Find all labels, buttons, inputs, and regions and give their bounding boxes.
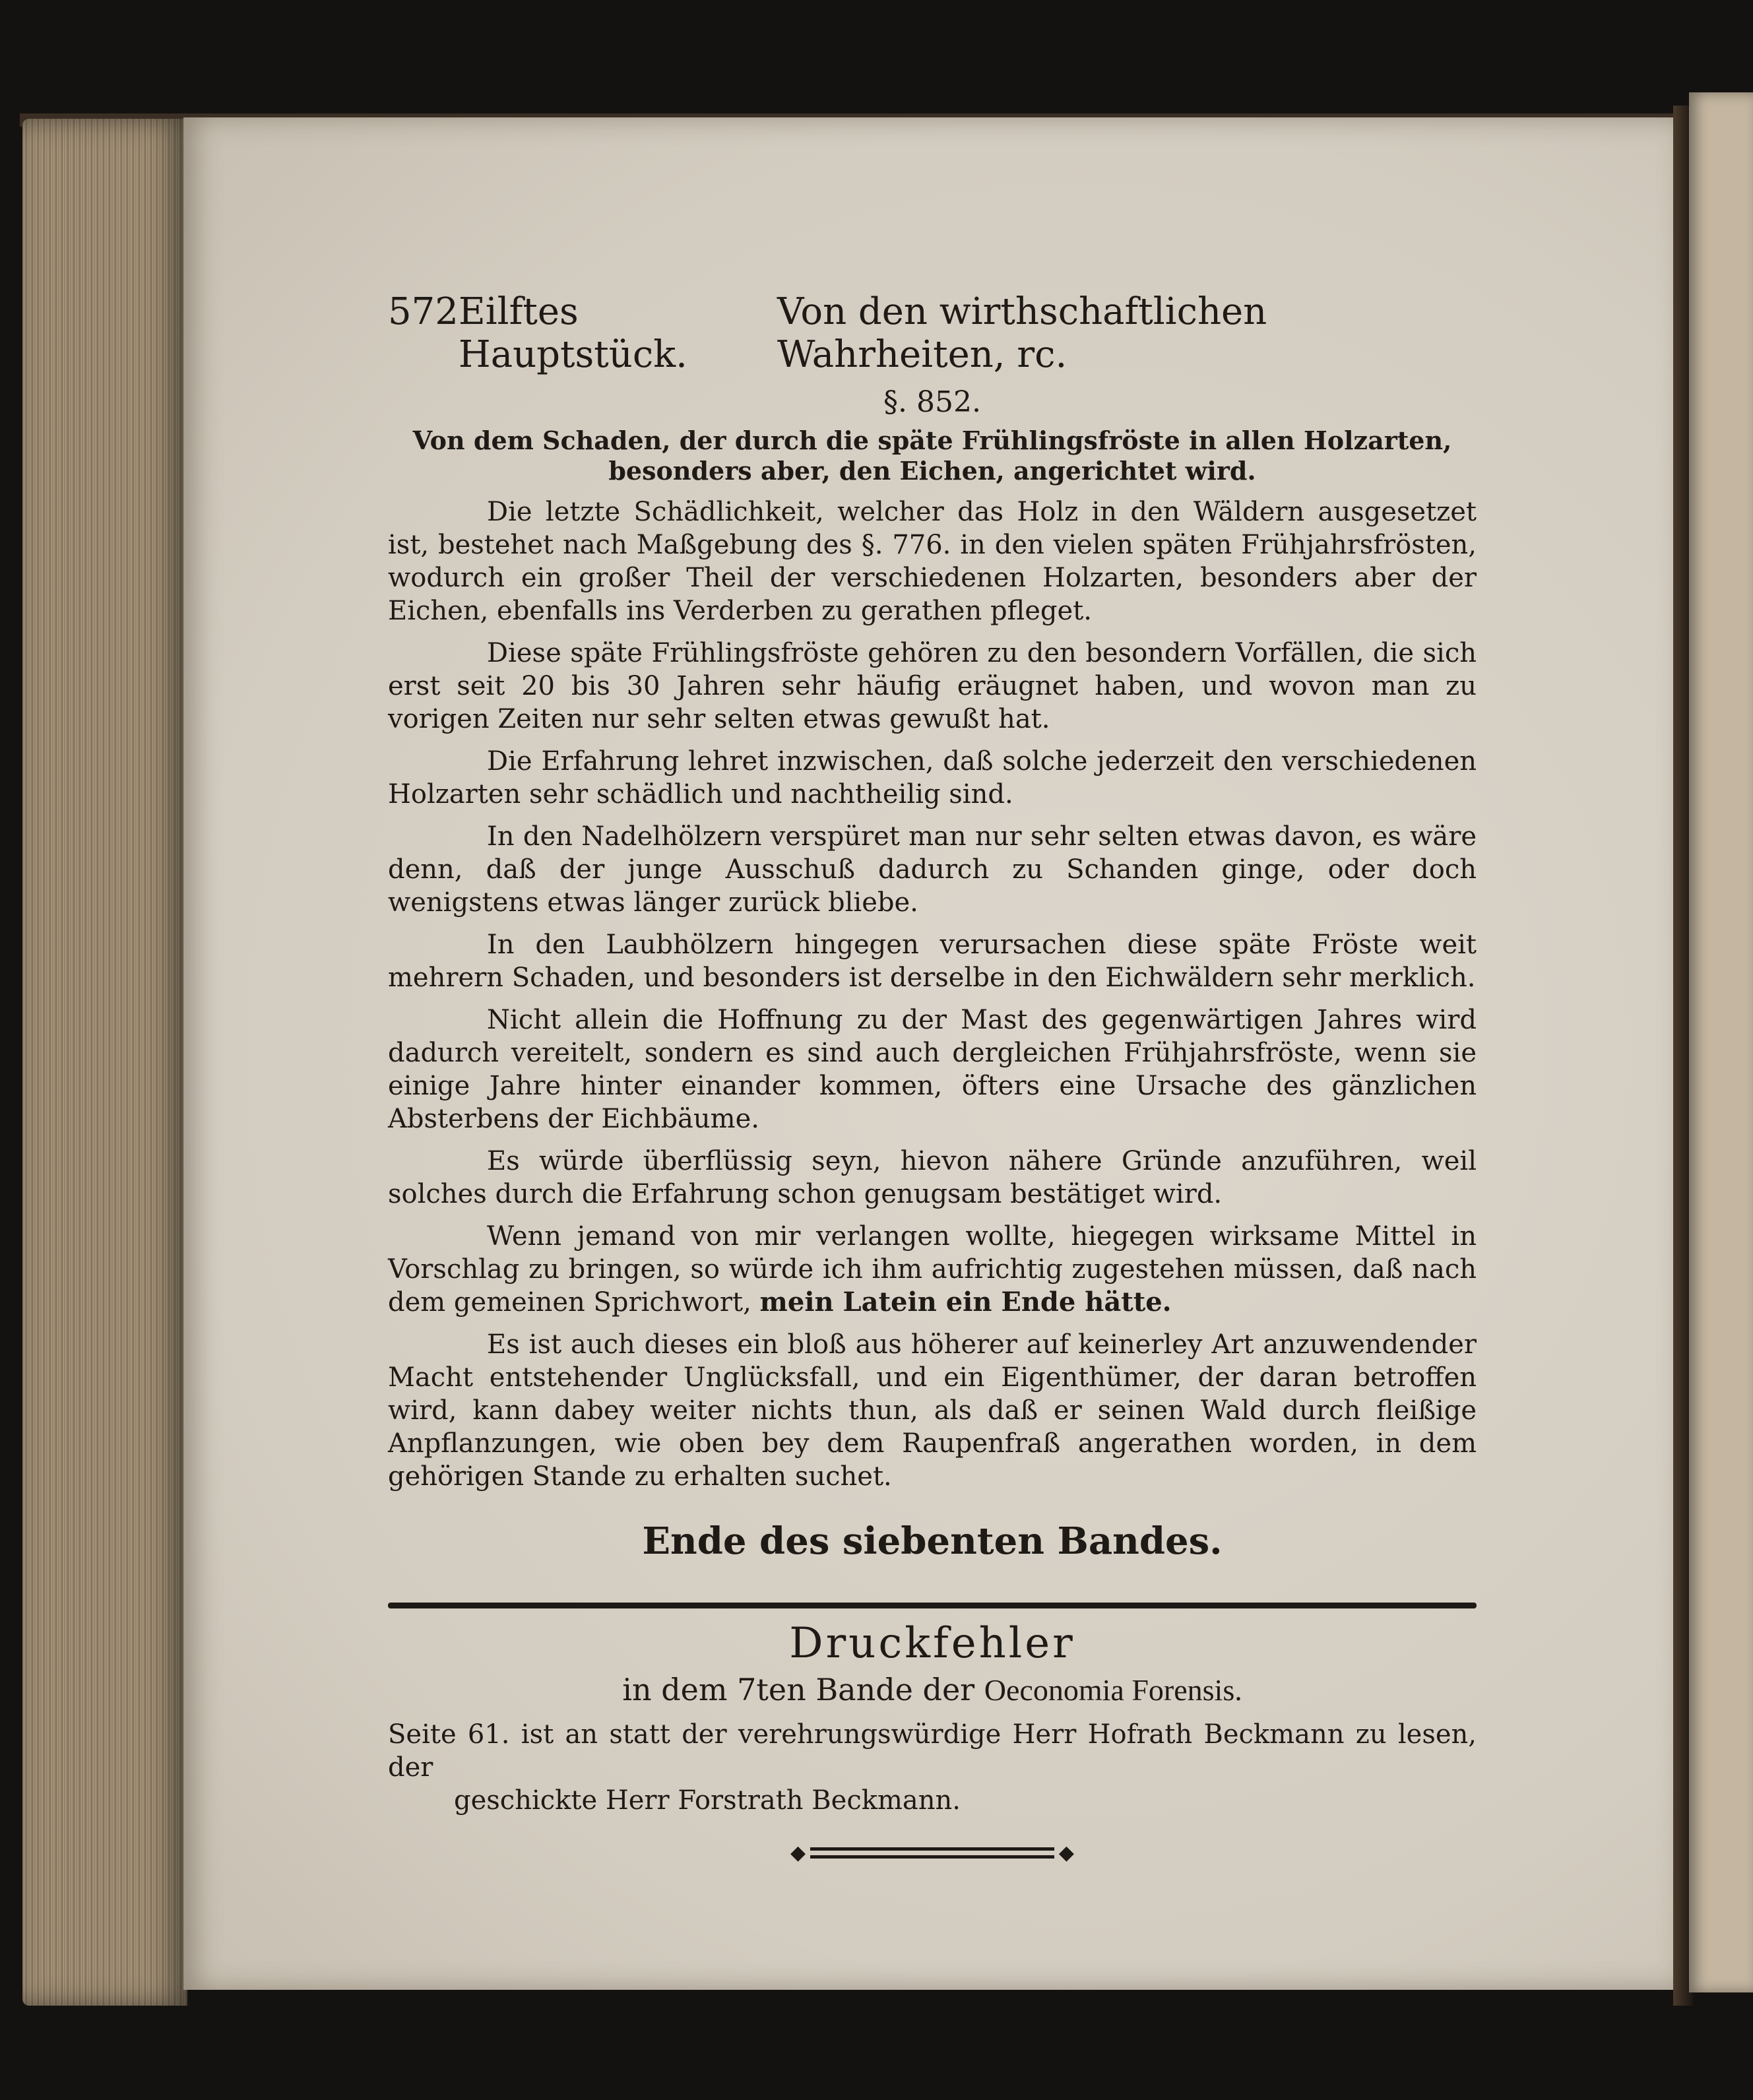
ornament-right-tip-icon: ◆	[1058, 1841, 1074, 1864]
paragraph: Es ist auch dieses ein bloß aus höherer auf keinerley Art anzuwendender Macht entstehender Unglücksfall, und ein Eigenthümer, der daran betroffen wird, kann dabey weiter nichts thun, als daß er seinen Wald durch fleißige Anpflanzungen, wie oben bey dem Raupenfraß angerathen worden, in dem gehörigen Stande zu erhalten suchet.	[388, 1329, 1477, 1492]
paragraph-text: Wenn jemand von mir verlangen wollte, hiegegen wirksame Mittel in Vorschlag zu bringen, so würde ich ihm aufrichtig zugestehen müssen, daß nach dem gemeinen Sprichwort,	[388, 1221, 1477, 1318]
errata-entry	[388, 1718, 1477, 1817]
ornament-bar	[810, 1855, 1054, 1859]
errata-title: Druckfehler	[789, 1619, 1075, 1668]
book-page-edges	[22, 119, 187, 2006]
paragraph	[388, 1220, 1477, 1319]
running-header	[388, 290, 1477, 376]
errata-line-1: Seite 61. ist an statt der verehrungswürdige Herr Hofrath Beckmann zu lesen, der	[388, 1719, 1477, 1783]
paragraph: Diese späte Frühlingsfröste gehören zu den besondern Vorfällen, die sich erst seit 20 bis 30 Jahren sehr häufig eräugnet haben, und wovon man zu vorigen Zeiten nur sehr selten etwas gewußt hat.	[388, 638, 1477, 734]
paragraph: In den Laubhölzern hingegen verursachen diese späte Fröste weit mehrern Schaden, und besonders ist derselbe in den Eichwäldern sehr merklich.	[388, 930, 1477, 993]
chapter-title: Eilftes Hauptstück.	[458, 290, 687, 376]
running-title: Von den wirthschaftlichen Wahrheiten, rc.	[777, 290, 1267, 376]
volume-end-line: Ende des siebenten Bandes.	[642, 1519, 1223, 1563]
ornament-divider	[790, 1843, 1074, 1863]
ornament-bar	[810, 1847, 1054, 1851]
section-number: §. 852.	[883, 385, 981, 419]
page-number: 572	[388, 290, 459, 333]
errata-subtitle	[388, 1672, 1477, 1707]
paragraph: Es würde überflüssig seyn, hievon nähere Gründe anzuführen, weil solches durch die Erfahrung schon genugsam bestätiget wird.	[388, 1146, 1477, 1209]
errata-subtitle-german: in dem 7ten Bande der	[622, 1672, 975, 1707]
page-content	[388, 290, 1477, 1863]
paragraph: Nicht allein die Hoffnung zu der Mast des gegenwärtigen Jahres wird dadurch vereitelt, sondern es sind auch dergleichen Frühjahrsfröste, wenn sie einige Jahre hinter einander kommen, öfters eine Ursache des gänzlichen Absterbens der Eichbäume.	[388, 1005, 1477, 1134]
facing-page-edge	[1689, 92, 1753, 1992]
errata-line-2: geschickte Herr Forstrath Beckmann.	[454, 1785, 961, 1816]
section-title: Von dem Schaden, der durch die späte Frühlingsfröste in allen Holzarten, besonders aber, den Eichen, angerichtet wird.	[412, 426, 1452, 486]
divider-rule	[388, 1603, 1477, 1608]
ornament-left-tip-icon: ◆	[790, 1841, 806, 1864]
paragraph: Die Erfahrung lehret inzwischen, daß solche jederzeit den verschiedenen Holzarten sehr schädlich und nachtheilig sind.	[388, 746, 1477, 810]
paragraph: In den Nadelhölzern verspüret man nur sehr selten etwas davon, es wäre denn, daß der junge Ausschuß dadurch zu Schanden ginge, oder doch wenigstens etwas länger zurück bliebe.	[388, 821, 1477, 918]
errata-subtitle-latin: Oeconomia Forensis.	[984, 1673, 1242, 1707]
proverb-emphasis: mein Latein ein Ende hätte.	[759, 1287, 1172, 1318]
paragraph: Die letzte Schädlichkeit, welcher das Holz in den Wäldern ausgesetzet ist, bestehet nach Maßgebung des §. 776. in den vielen späten Frühjahrsfrösten, wodurch ein großer Theil der verschiedenen Holzarten, besonders aber der Eichen, ebenfalls ins Verderben zu gerathen pfleget.	[388, 497, 1477, 626]
